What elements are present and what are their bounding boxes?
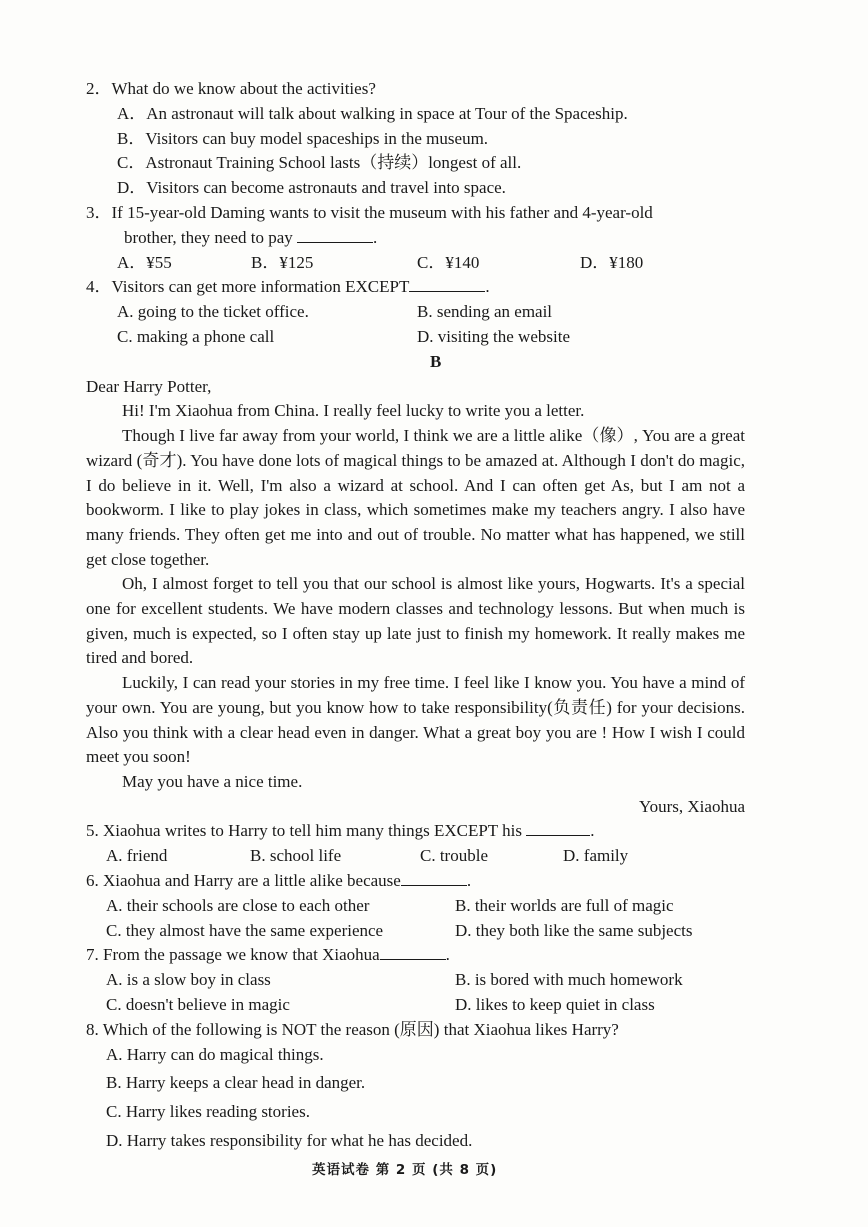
q4-stem-text: 4．Visitors can get more information EXCEPT (86, 277, 410, 296)
q5-option-b: B. school life (250, 846, 342, 865)
q7-option-d: D. likes to keep quiet in class (455, 995, 655, 1014)
q5-option-c: C. trouble (420, 846, 488, 865)
q5-option-d: D. family (563, 846, 629, 865)
q7-option-c: C. doesn't believe in magic (106, 995, 290, 1014)
letter-paragraph-4-block (86, 671, 745, 771)
q7-stem-text: 7. From the passage we know that Xiaohua (86, 945, 380, 964)
q6-stem-end: . (466, 871, 472, 890)
letter-paragraph-2: Though I live far away from your world, I think we are a little alike（像）, You are a great wizard (奇才). You have done lots of magical things to be amazed at. Although I don't do magic, I do believe in it. Well, I'm also a wizard at school. And I can often get As, but I am not a bookworm. I like to play jokes in class, which sometimes make my teachers angry. I also have many friends. They often get me into and out of trouble. No matter what has happened, we still get close together. (86, 426, 745, 569)
answer-blank (409, 277, 485, 292)
q6-option-a: A. their schools are close to each other (106, 896, 370, 915)
q4-stem-end: . (485, 277, 490, 296)
q4-option-c: C. making a phone call (117, 327, 275, 346)
q4-option-b: B. sending an email (417, 302, 553, 321)
q6-option-b: B. their worlds are full of magic (455, 896, 674, 915)
q7-stem (86, 944, 450, 966)
answer-blank (297, 228, 373, 243)
answer-blank (526, 821, 590, 836)
q6-option-d: D. they both like the same subjects (455, 921, 693, 940)
q2-option-b: B．Visitors can buy model spaceships in the museum. (117, 129, 489, 148)
letter-paragraph-2-block (86, 424, 745, 574)
q4-stem (86, 276, 490, 298)
q3-stem-line1: 3．If 15-year-old Daming wants to visit the museum with his father and 4-year-old (86, 203, 653, 222)
letter-paragraph-4: Luckily, I can read your stories in my free time. I feel like I know you. You have a mind of your own. You are young, but you know how to take responsibility(负责任) for your decisions. Also you think with a clear head even in danger. What a great boy you are ! How I wish I could meet you soon! (86, 673, 745, 767)
q6-stem (86, 870, 471, 892)
letter-paragraph-5: May you have a nice time. (122, 772, 303, 791)
q2-stem: 2．What do we know about the activities? (86, 79, 376, 98)
q5-stem-end: . (590, 821, 595, 840)
page-footer: 英语试卷 第 2 页 (共 8 页) (312, 1162, 498, 1178)
letter-closing: Yours, Xiaohua (639, 797, 745, 816)
q8-stem: 8. Which of the following is NOT the reason (原因) that Xiaohua likes Harry? (86, 1020, 619, 1039)
q6-stem-text: 6. Xiaohua and Harry are a little alike because (86, 871, 401, 890)
letter-paragraph-3-block (86, 572, 745, 672)
q3-option-b: B．¥125 (251, 253, 314, 272)
q5-option-a: A. friend (106, 846, 168, 865)
letter-paragraph-1: Hi! I'm Xiaohua from China. I really feel lucky to write you a letter. (122, 401, 585, 420)
q8-option-b: B. Harry keeps a clear head in danger. (106, 1073, 366, 1092)
q8-option-c: C. Harry likes reading stories. (106, 1102, 310, 1121)
q5-stem-text: 5. Xiaohua writes to Harry to tell him many things EXCEPT his (86, 821, 522, 840)
q5-stem (86, 820, 594, 842)
section-heading: B (430, 352, 442, 371)
q2-option-a: A．An astronaut will talk about walking in space at Tour of the Spaceship. (117, 104, 628, 123)
q8-option-d: D. Harry takes responsibility for what he has decided. (106, 1131, 473, 1150)
q3-stem-line2 (124, 227, 377, 249)
q7-option-b: B. is bored with much homework (455, 970, 683, 989)
q2-option-d: D．Visitors can become astronauts and travel into space. (117, 178, 506, 197)
q3-option-a: A．¥55 (117, 253, 172, 272)
letter-greeting: Dear Harry Potter, (86, 377, 212, 396)
q8-option-a: A. Harry can do magical things. (106, 1045, 324, 1064)
letter-paragraph-3: Oh, I almost forget to tell you that our school is almost like yours, Hogwarts. It's a special one for excellent students. We have modern classes and technology lessons. But when much is given, much is expected, so I often stay up late just to finish my homework. It really makes me tired and bored. (86, 574, 745, 668)
q2-option-c: C．Astronaut Training School lasts（持续）longest of all. (117, 153, 522, 172)
q7-stem-end: . (445, 945, 450, 964)
q6-option-c: C. they almost have the same experience (106, 921, 384, 940)
answer-blank (401, 871, 467, 886)
answer-blank (380, 945, 446, 960)
q4-option-a: A. going to the ticket office. (117, 302, 309, 321)
q7-option-a: A. is a slow boy in class (106, 970, 271, 989)
q4-option-d: D. visiting the website (417, 327, 570, 346)
q3-option-c: C．¥140 (417, 253, 480, 272)
q3-stem-end: . (373, 228, 378, 247)
q3-option-d: D．¥180 (580, 253, 644, 272)
q3-stem-text: brother, they need to pay (124, 228, 293, 247)
